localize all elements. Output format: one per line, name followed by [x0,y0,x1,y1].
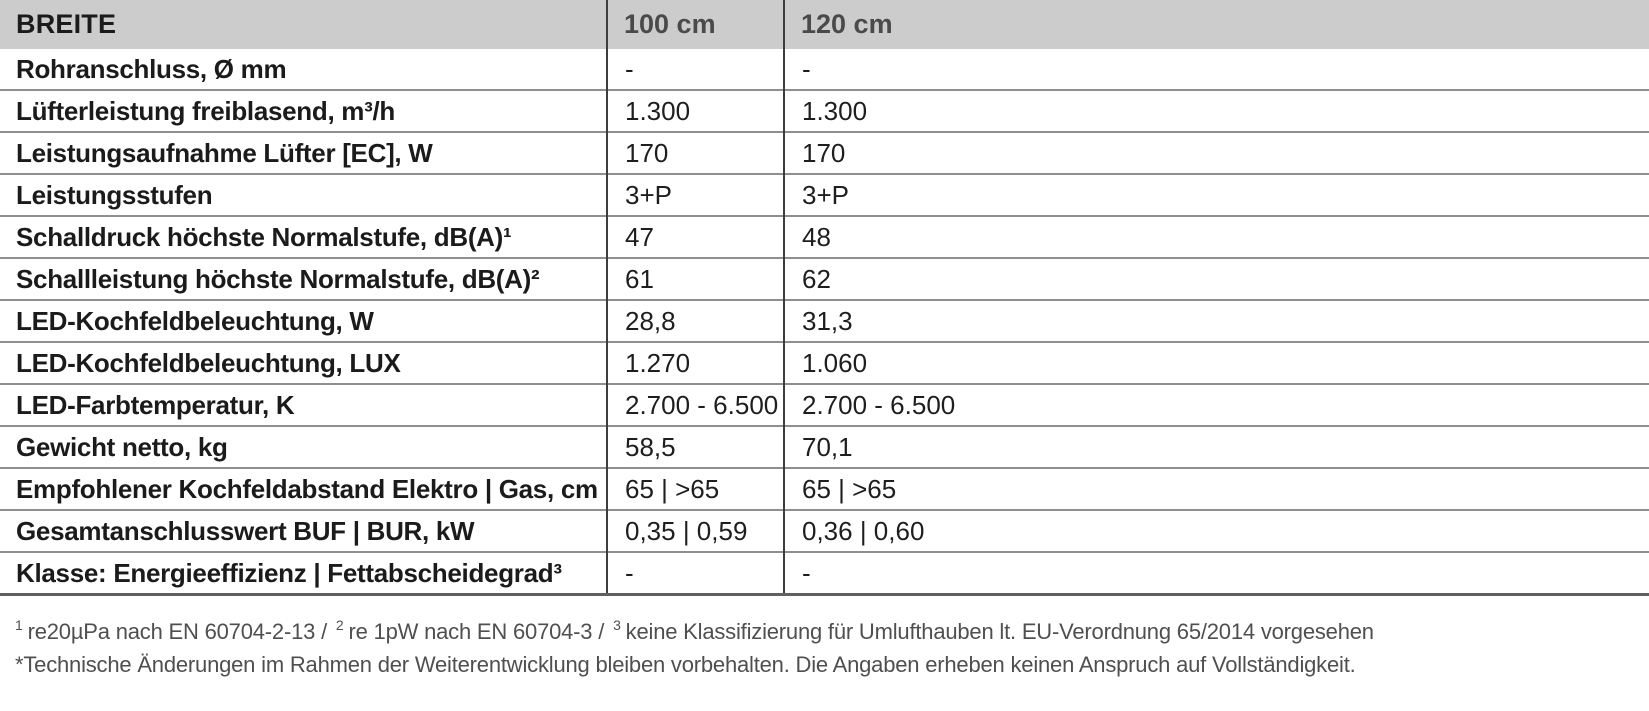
table-row [0,384,1649,426]
row-label: LED-Kochfeldbeleuchtung, W [0,300,607,342]
footnote-standards [15,615,1649,648]
row-label: Gesamtanschlusswert BUF | BUR, kW [0,510,607,552]
value-cell-120cm: 70,1 [784,426,1649,468]
footnote-sup-1: 1 [15,616,23,633]
footnote-sup-2: 2 [335,616,344,633]
footnote-text-2: re 1pW nach EN 60704-3 / [348,619,611,644]
value-cell-120cm: 1.300 [784,90,1649,132]
value-cell-120cm: 1.060 [784,342,1649,384]
value-cell-100cm: - [607,552,784,595]
row-label: Klasse: Energieeffizienz | Fettabscheidegrad³ [0,552,607,595]
footnote-text-1: re20µPa nach EN 60704-2-13 / [27,619,333,644]
table-row [0,552,1649,595]
footnotes-block [15,615,1649,681]
row-label: Leistungsstufen [0,174,607,216]
value-cell-100cm: 0,35 | 0,59 [607,510,784,552]
value-cell-120cm: 2.700 - 6.500 [784,384,1649,426]
value-cell-120cm: 62 [784,258,1649,300]
table-row [0,174,1649,216]
value-cell-100cm: 2.700 - 6.500 [607,384,784,426]
value-cell-100cm: 61 [607,258,784,300]
column-header-100cm: 100 cm [607,0,784,49]
value-cell-120cm: 31,3 [784,300,1649,342]
value-cell-100cm: 47 [607,216,784,258]
row-label: Leistungsaufnahme Lüfter [EC], W [0,132,607,174]
column-header-120cm: 120 cm [784,0,1649,49]
footnote-disclaimer: *Technische Änderungen im Rahmen der Weiterentwicklung bleiben vorbehalten. Die Angaben erheben keinen Anspruch auf Vollständigkeit. [15,652,1356,677]
row-label: Lüfterleistung freiblasend, m³/h [0,90,607,132]
value-cell-120cm: 65 | >65 [784,468,1649,510]
row-label: LED-Farbtemperatur, K [0,384,607,426]
table-row [0,216,1649,258]
value-cell-120cm: 48 [784,216,1649,258]
footnote-sup-3: 3 [613,616,621,633]
value-cell-100cm: 3+P [607,174,784,216]
row-label: Schallleistung höchste Normalstufe, dB(A)² [0,258,607,300]
row-label: LED-Kochfeldbeleuchtung, LUX [0,342,607,384]
value-cell-100cm: 65 | >65 [607,468,784,510]
row-label: Rohranschluss, Ø mm [16,53,287,84]
value-cell-120cm: 170 [784,132,1649,174]
value-cell-100cm: 58,5 [607,426,784,468]
column-header-breite: BREITE [0,0,607,49]
value-cell-100cm: 1.300 [607,90,784,132]
value-cell-120cm: 0,36 | 0,60 [784,510,1649,552]
value-cell-100cm: 28,8 [607,300,784,342]
value-cell-100cm: - [607,49,784,90]
value-cell-120cm: 3+P [784,174,1649,216]
table-row [0,132,1649,174]
row-label: Schalldruck höchste Normalstufe, dB(A)¹ [0,216,607,258]
value-cell-120cm: - [784,552,1649,595]
footnote-text-3: keine Klassifizierung für Umlufthauben lt. EU-Verordnung 65/2014 vorgesehen [625,619,1374,644]
table-row [0,426,1649,468]
table-row [0,90,1649,132]
value-cell-100cm: 170 [607,132,784,174]
table-row [0,49,1649,90]
value-cell-120cm: - [784,49,1649,90]
table-row [0,468,1649,510]
table-row [0,510,1649,552]
value-cell-100cm: 1.270 [607,342,784,384]
row-label: Gewicht netto, kg [0,426,607,468]
table-row [0,342,1649,384]
table-header-row [0,0,1649,49]
table-row [0,258,1649,300]
table-row [0,300,1649,342]
row-label: Empfohlener Kochfeldabstand Elektro | Gas, cm [0,468,607,510]
